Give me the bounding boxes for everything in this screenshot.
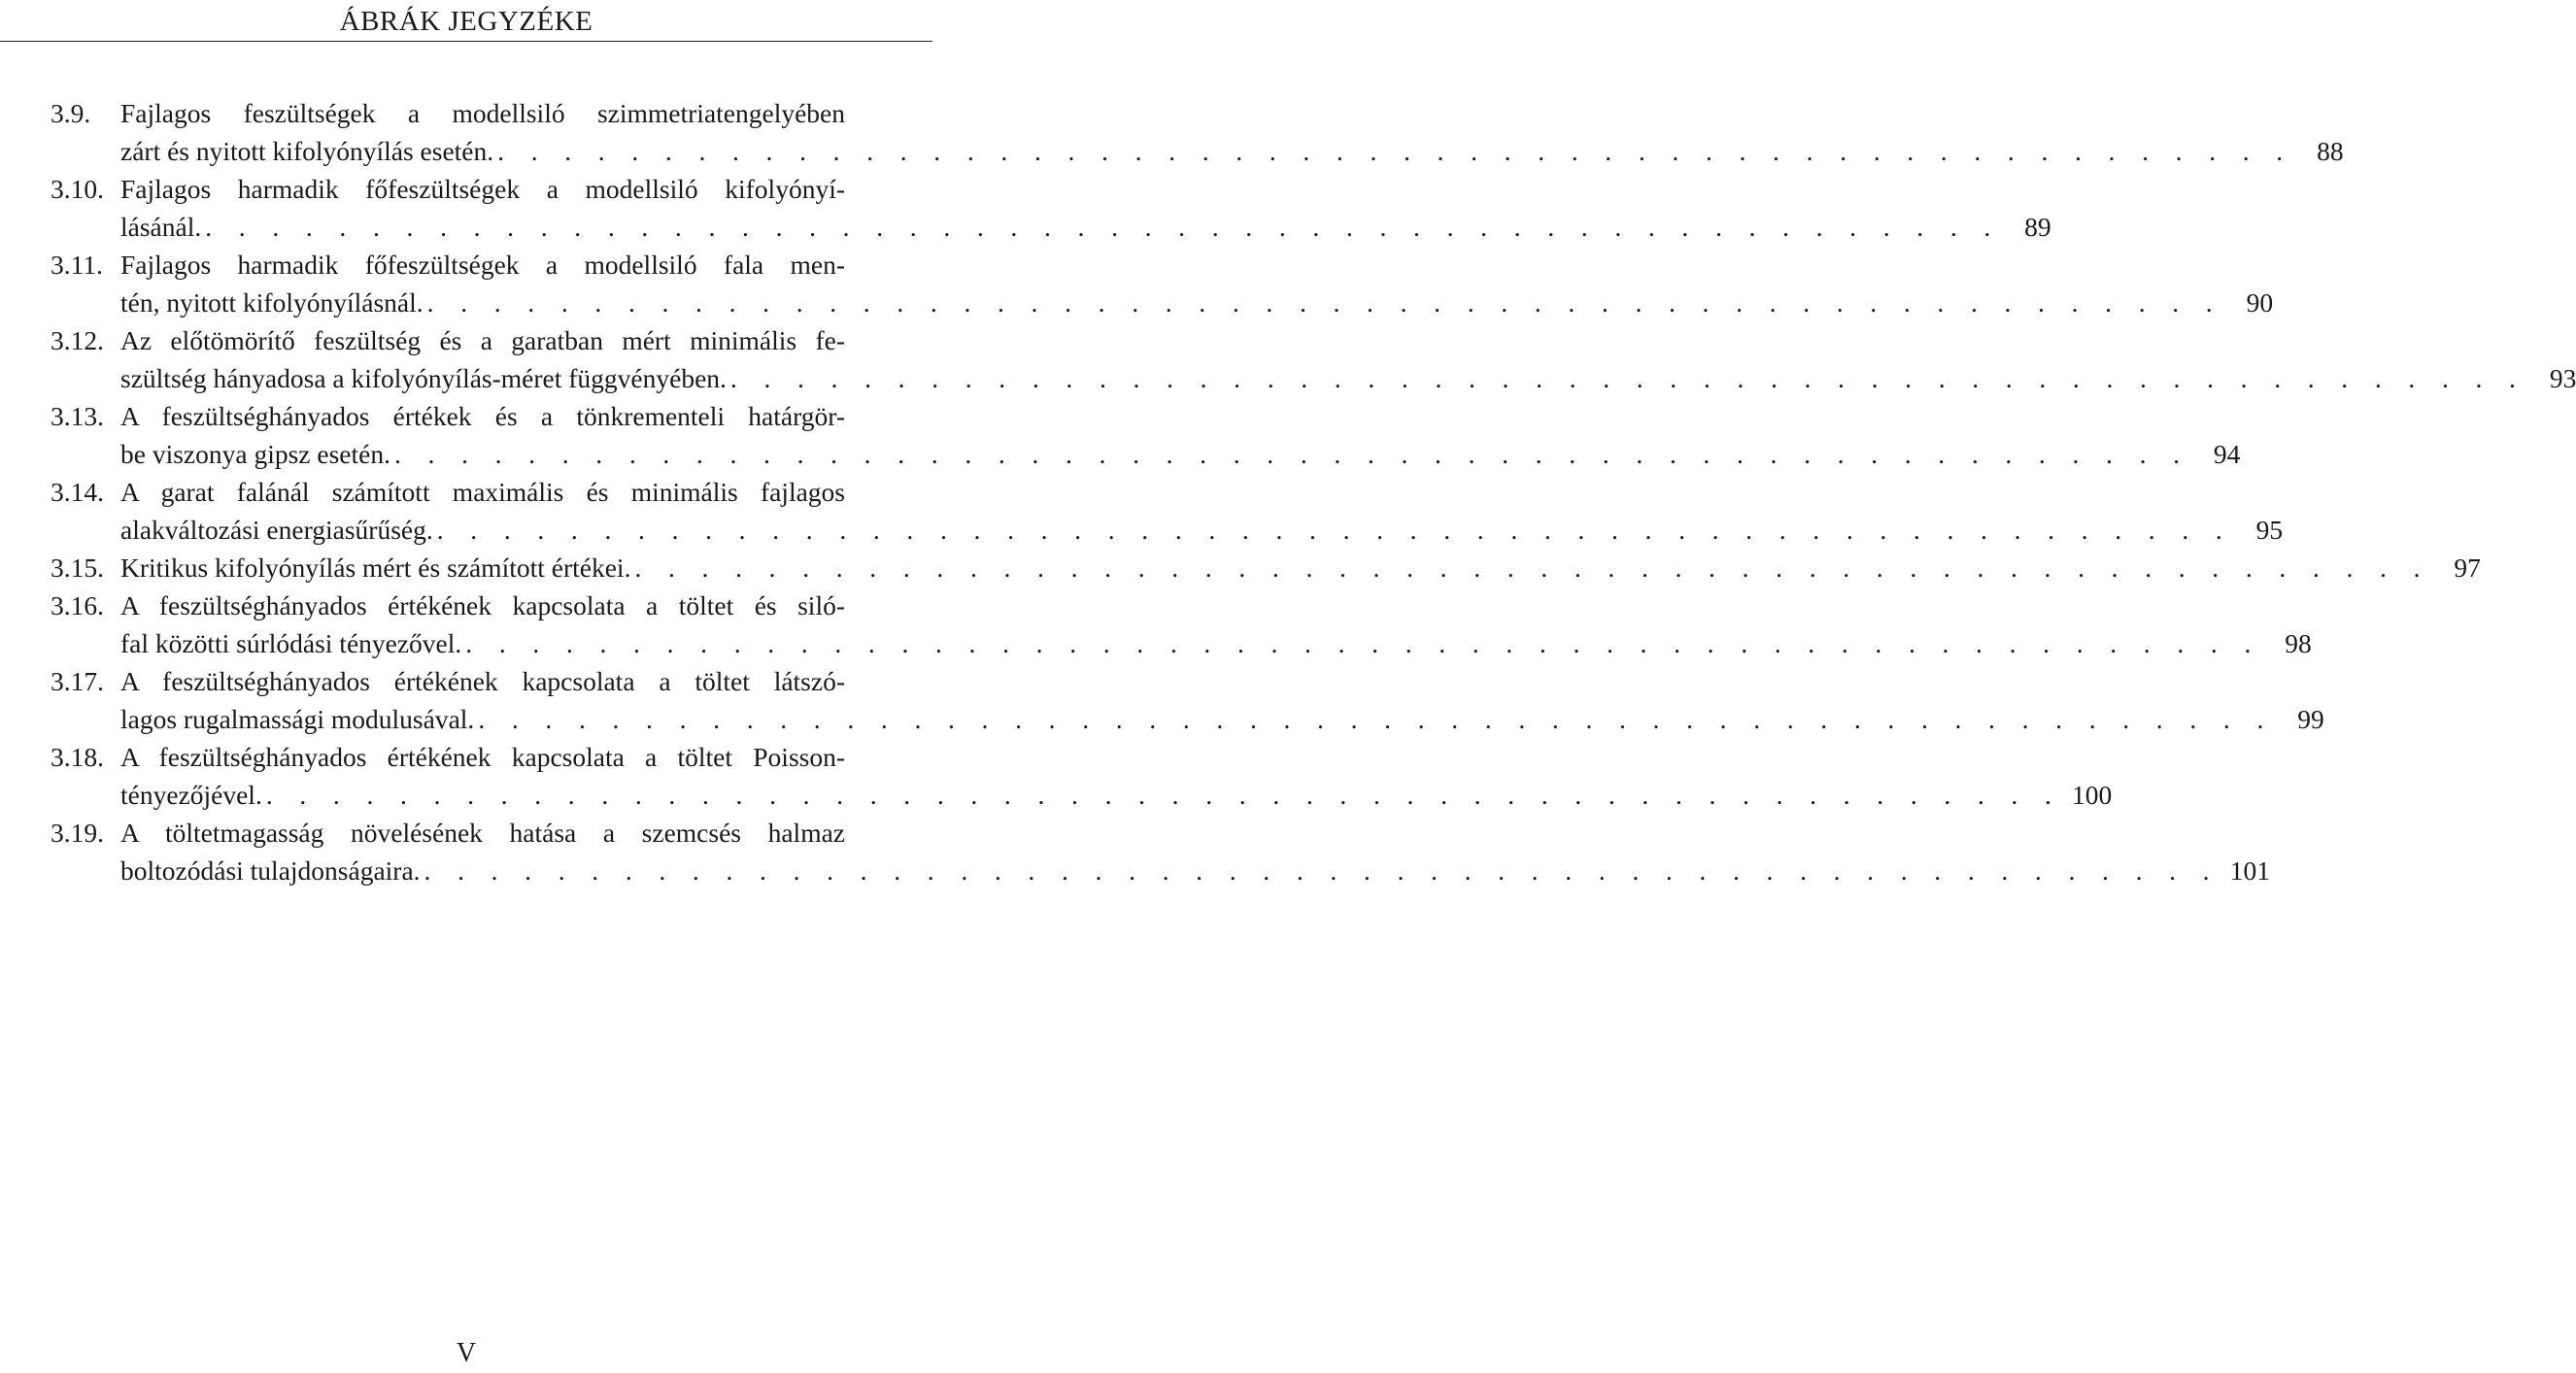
toc-entry-final-line [51,435,2241,473]
toc-entry-title-end: zárt és nyitott kifolyónyílás esetén. [120,136,494,166]
running-header-title: ÁBRÁK JEGYZÉKE [339,6,593,37]
toc-entry-title-end: szültség hányadosa a kifolyónyílás-méret függvényében. [120,363,727,393]
toc-page-number[interactable]: 88 [2317,136,2344,166]
toc-entry-title-end: lagos rugalmassági modulusával. [120,704,475,734]
toc-page-number[interactable]: 100 [2072,780,2113,810]
toc-dot-leader: . . . . . . . . . . . . . . . . . . . . . . . . . . . . . . . . . . . . . . . . . . . . . . . . . . . . . . [729,363,2526,393]
header-rule [0,41,932,42]
toc-dot-leader: . . . . . . . . . . . . . . . . . . . . . . . . . . . . . . . . . . . . . . . . . . . . . . . . . . . . . . [424,855,2220,886]
toc-entry-number: 3.10. [51,174,104,204]
toc-entry-title-line: Fajlagos harmadik főfeszültségek a modellsiló kifolyónyí- [120,174,845,204]
toc-entry-number: 3.11. [51,250,103,280]
toc-entry-title-end: tén, nyitott kifolyónyílásnál. [120,287,424,318]
toc-entry-final-line [51,852,2270,889]
toc-entry-final-line [51,511,2284,549]
toc-dot-leader: . . . . . . . . . . . . . . . . . . . . . . . . . . . . . . . . . . . . . . . . . . . . . . . . . . . . . . [634,553,2430,583]
toc-entry-final-line [51,776,2113,814]
page-number: V [456,1338,477,1368]
toc-page-number[interactable]: 98 [2285,628,2312,658]
toc-entry-title-line: Fajlagos feszültségek a modellsiló szimmetriatengelyében [120,98,845,128]
toc-entry-number: 3.17. [51,666,104,696]
toc-entry-title-line: A garat falánál számított maximális és minimális fajlagos [120,477,845,507]
toc-entry-title-end: alakváltozási energiasűrűség. [120,515,433,545]
toc-page-number[interactable]: 94 [2213,439,2241,469]
toc-entry[interactable] [51,738,2113,814]
toc-entry-final-line [51,549,2481,586]
toc-entry-number: 3.12. [51,325,104,355]
toc-entry[interactable] [51,473,2284,549]
toc-entry-title-line: A töltetmagasság növelésének hatása a szemcsés halmaz [120,818,845,848]
toc-entry-final-line [51,700,2324,738]
toc-entry[interactable] [51,170,2051,246]
toc-dot-leader: . . . . . . . . . . . . . . . . . . . . . . . . . . . . . . . . . . . . . . . . . . . . . . . . . . . . . . [265,780,2062,810]
toc-entry[interactable] [51,397,2241,473]
toc-dot-leader: . . . . . . . . . . . . . . . . . . . . . . . . . . . . . . . . . . . . . . . . . . . . . . . . . . . . . . [205,212,2001,242]
toc-page-number[interactable]: 90 [2246,287,2274,318]
toc-entry-number: 3.13. [51,401,104,431]
toc-entry-title-end: Kritikus kifolyónyílás mért és számított értékei. [120,553,631,583]
toc-entry-number: 3.19. [51,818,104,848]
toc-entry-final-line [51,208,2051,246]
toc-entry-title-line: Fajlagos harmadik főfeszültségek a modellsiló fala men- [120,250,845,280]
toc-entry-number: 3.9. [51,98,91,128]
toc-entry-title-line: A feszültséghányados értékének kapcsolata a töltet látszó- [120,666,845,696]
toc-entry[interactable] [51,586,2312,662]
list-of-figures [51,94,2576,889]
toc-dot-leader: . . . . . . . . . . . . . . . . . . . . . . . . . . . . . . . . . . . . . . . . . . . . . . . . . . . . . . [436,515,2233,545]
toc-entry-final-line [51,624,2312,662]
toc-entry[interactable] [51,246,2274,321]
toc-entry-title-end: lásánál. [120,212,202,242]
toc-dot-leader: . . . . . . . . . . . . . . . . . . . . . . . . . . . . . . . . . . . . . . . . . . . . . . . . . . . . . . [393,439,2190,469]
toc-page-number[interactable]: 97 [2454,553,2481,583]
toc-page-number[interactable]: 99 [2297,704,2324,734]
toc-entry-number: 3.16. [51,590,104,620]
toc-entry-final-line [51,132,2344,170]
toc-entry[interactable] [51,549,2481,586]
toc-entry-title-line: A feszültséghányados értékek és a tönkrementeli határgör- [120,401,845,431]
toc-page-number[interactable]: 95 [2255,515,2284,545]
toc-entry-number: 3.18. [51,742,104,772]
toc-entry-title-line: A feszültséghányados értékének kapcsolata a töltet és siló- [120,590,845,620]
toc-entry-number: 3.15. [51,553,104,583]
toc-entry[interactable] [51,94,2344,170]
toc-entry-title-end: be viszonya gipsz esetén. [120,439,390,469]
toc-entry-title-line: Az előtömörítő feszültség és a garatban mért minimális fe- [120,325,845,355]
toc-entry[interactable] [51,814,2270,889]
toc-entry-title-line: A feszültséghányados értékének kapcsolata a töltet Poisson- [120,742,845,772]
toc-entry-title-end: tényezőjével. [120,780,262,810]
toc-entry-final-line [51,359,2576,397]
toc-entry-final-line [51,284,2274,321]
toc-page-number[interactable]: 93 [2549,363,2576,393]
toc-entry-number: 3.14. [51,477,104,507]
toc-entry[interactable] [51,662,2324,738]
toc-entry[interactable] [51,321,2576,397]
toc-dot-leader: . . . . . . . . . . . . . . . . . . . . . . . . . . . . . . . . . . . . . . . . . . . . . . . . . . . . . . [426,287,2223,318]
toc-dot-leader: . . . . . . . . . . . . . . . . . . . . . . . . . . . . . . . . . . . . . . . . . . . . . . . . . . . . . . [478,704,2274,734]
toc-dot-leader: . . . . . . . . . . . . . . . . . . . . . . . . . . . . . . . . . . . . . . . . . . . . . . . . . . . . . . [497,136,2293,166]
toc-page-number[interactable]: 89 [2024,212,2051,242]
toc-page-number[interactable]: 101 [2229,855,2270,886]
toc-entry-title-end: boltozódási tulajdonságaira. [120,855,421,886]
toc-dot-leader: . . . . . . . . . . . . . . . . . . . . . . . . . . . . . . . . . . . . . . . . . . . . . . . . . . . . . . [465,628,2261,658]
toc-entry-title-end: fal közötti súrlódási tényezővel. [120,628,462,658]
